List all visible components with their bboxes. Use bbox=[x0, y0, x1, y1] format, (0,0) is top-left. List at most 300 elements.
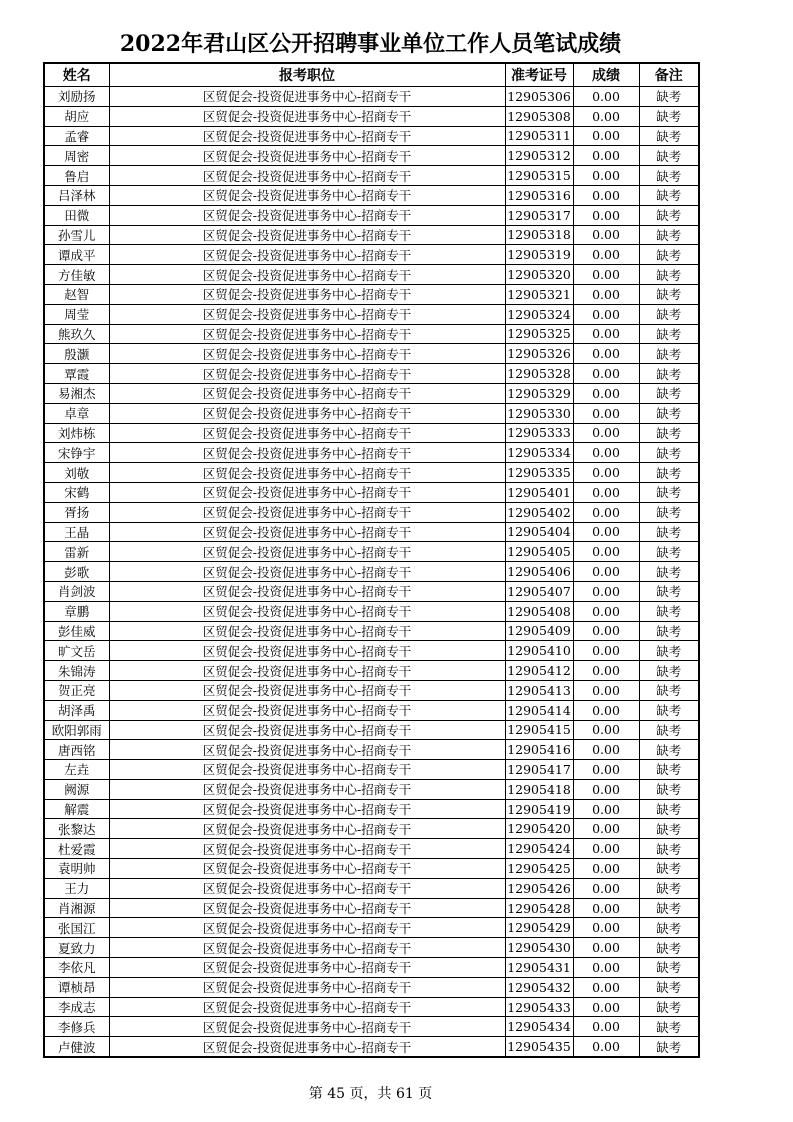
cell-remark: 缺考 bbox=[639, 126, 699, 146]
table-row bbox=[44, 304, 699, 324]
cell-ticket: 12905318 bbox=[505, 225, 573, 245]
cell-remark: 缺考 bbox=[639, 185, 699, 205]
table-row bbox=[44, 997, 699, 1017]
cell-ticket: 12905330 bbox=[505, 403, 573, 423]
cell-ticket: 12905319 bbox=[505, 245, 573, 265]
cell-ticket: 12905428 bbox=[505, 898, 573, 918]
cell-name: 王晶 bbox=[44, 522, 109, 542]
table-row bbox=[44, 977, 699, 997]
table-row bbox=[44, 423, 699, 443]
cell-ticket: 12905432 bbox=[505, 977, 573, 997]
cell-score: 0.00 bbox=[573, 1037, 639, 1057]
cell-remark: 缺考 bbox=[639, 799, 699, 819]
cell-score: 0.00 bbox=[573, 562, 639, 582]
cell-score: 0.00 bbox=[573, 641, 639, 661]
cell-score: 0.00 bbox=[573, 661, 639, 681]
cell-remark: 缺考 bbox=[639, 225, 699, 245]
cell-position: 区贸促会-投资促进事务中心-招商专干 bbox=[109, 166, 505, 186]
cell-remark: 缺考 bbox=[639, 581, 699, 601]
cell-name: 阙源 bbox=[44, 779, 109, 799]
cell-ticket: 12905414 bbox=[505, 700, 573, 720]
cell-ticket: 12905312 bbox=[505, 146, 573, 166]
cell-name: 田微 bbox=[44, 205, 109, 225]
table-row bbox=[44, 443, 699, 463]
cell-score: 0.00 bbox=[573, 878, 639, 898]
cell-ticket: 12905431 bbox=[505, 958, 573, 978]
cell-name: 章鹏 bbox=[44, 601, 109, 621]
cell-position: 区贸促会-投资促进事务中心-招商专干 bbox=[109, 383, 505, 403]
cell-ticket: 12905316 bbox=[505, 185, 573, 205]
cell-score: 0.00 bbox=[573, 601, 639, 621]
table-row bbox=[44, 87, 699, 107]
cell-score: 0.00 bbox=[573, 859, 639, 879]
cell-name: 彭歌 bbox=[44, 562, 109, 582]
cell-position: 区贸促会-投资促进事务中心-招商专干 bbox=[109, 977, 505, 997]
cell-position: 区贸促会-投资促进事务中心-招商专干 bbox=[109, 859, 505, 879]
cell-name: 孙雪儿 bbox=[44, 225, 109, 245]
cell-score: 0.00 bbox=[573, 403, 639, 423]
cell-ticket: 12905415 bbox=[505, 720, 573, 740]
cell-name: 王力 bbox=[44, 878, 109, 898]
cell-position: 区贸促会-投资促进事务中心-招商专干 bbox=[109, 463, 505, 483]
table-row bbox=[44, 799, 699, 819]
cell-name: 宋铮宇 bbox=[44, 443, 109, 463]
table-row bbox=[44, 760, 699, 780]
cell-name: 鲁启 bbox=[44, 166, 109, 186]
cell-remark: 缺考 bbox=[639, 878, 699, 898]
table-row bbox=[44, 938, 699, 958]
cell-position: 区贸促会-投资促进事务中心-招商专干 bbox=[109, 700, 505, 720]
cell-score: 0.00 bbox=[573, 185, 639, 205]
cell-score: 0.00 bbox=[573, 700, 639, 720]
table-row bbox=[44, 680, 699, 700]
cell-ticket: 12905306 bbox=[505, 87, 573, 107]
table-row bbox=[44, 185, 699, 205]
cell-position: 区贸促会-投资促进事务中心-招商专干 bbox=[109, 839, 505, 859]
cell-ticket: 12905308 bbox=[505, 106, 573, 126]
cell-ticket: 12905402 bbox=[505, 502, 573, 522]
cell-ticket: 12905424 bbox=[505, 839, 573, 859]
table-row bbox=[44, 641, 699, 661]
cell-position: 区贸促会-投资促进事务中心-招商专干 bbox=[109, 87, 505, 107]
cell-name: 肖湘源 bbox=[44, 898, 109, 918]
cell-name: 胡应 bbox=[44, 106, 109, 126]
cell-score: 0.00 bbox=[573, 799, 639, 819]
cell-name: 胡泽禹 bbox=[44, 700, 109, 720]
cell-position: 区贸促会-投资促进事务中心-招商专干 bbox=[109, 799, 505, 819]
cell-remark: 缺考 bbox=[639, 958, 699, 978]
cell-score: 0.00 bbox=[573, 1017, 639, 1037]
cell-score: 0.00 bbox=[573, 284, 639, 304]
cell-name: 夏致力 bbox=[44, 938, 109, 958]
table-row bbox=[44, 779, 699, 799]
cell-ticket: 12905311 bbox=[505, 126, 573, 146]
cell-remark: 缺考 bbox=[639, 898, 699, 918]
table-row bbox=[44, 859, 699, 879]
table-row bbox=[44, 1037, 699, 1057]
cell-score: 0.00 bbox=[573, 760, 639, 780]
cell-score: 0.00 bbox=[573, 463, 639, 483]
page-title: 2022年君山区公开招聘事业单位工作人员笔试成绩 bbox=[119, 31, 622, 57]
table-row bbox=[44, 344, 699, 364]
cell-score: 0.00 bbox=[573, 581, 639, 601]
cell-ticket: 12905326 bbox=[505, 344, 573, 364]
cell-remark: 缺考 bbox=[639, 740, 699, 760]
cell-position: 区贸促会-投资促进事务中心-招商专干 bbox=[109, 740, 505, 760]
cell-position: 区贸促会-投资促进事务中心-招商专干 bbox=[109, 443, 505, 463]
cell-position: 区贸促会-投资促进事务中心-招商专干 bbox=[109, 205, 505, 225]
cell-name: 朱锦涛 bbox=[44, 661, 109, 681]
cell-ticket: 12905425 bbox=[505, 859, 573, 879]
table-row bbox=[44, 106, 699, 126]
cell-name: 贺正亮 bbox=[44, 680, 109, 700]
cell-remark: 缺考 bbox=[639, 403, 699, 423]
cell-name: 刘励扬 bbox=[44, 87, 109, 107]
table-row bbox=[44, 463, 699, 483]
cell-position: 区贸促会-投资促进事务中心-招商专干 bbox=[109, 601, 505, 621]
cell-position: 区贸促会-投资促进事务中心-招商专干 bbox=[109, 918, 505, 938]
cell-ticket: 12905401 bbox=[505, 482, 573, 502]
cell-name: 解震 bbox=[44, 799, 109, 819]
cell-position: 区贸促会-投资促进事务中心-招商专干 bbox=[109, 819, 505, 839]
cell-position: 区贸促会-投资促进事务中心-招商专干 bbox=[109, 185, 505, 205]
cell-name: 周莹 bbox=[44, 304, 109, 324]
cell-name: 吕泽林 bbox=[44, 185, 109, 205]
cell-ticket: 12905325 bbox=[505, 324, 573, 344]
cell-position: 区贸促会-投资促进事务中心-招商专干 bbox=[109, 146, 505, 166]
cell-name: 袁明帅 bbox=[44, 859, 109, 879]
cell-remark: 缺考 bbox=[639, 779, 699, 799]
cell-position: 区贸促会-投资促进事务中心-招商专干 bbox=[109, 938, 505, 958]
cell-position: 区贸促会-投资促进事务中心-招商专干 bbox=[109, 403, 505, 423]
cell-remark: 缺考 bbox=[639, 641, 699, 661]
cell-ticket: 12905317 bbox=[505, 205, 573, 225]
table-row bbox=[44, 324, 699, 344]
cell-score: 0.00 bbox=[573, 146, 639, 166]
page-number-footer: 第 45 页，共 61 页 bbox=[308, 1086, 433, 1102]
cell-position: 区贸促会-投资促进事务中心-招商专干 bbox=[109, 720, 505, 740]
cell-score: 0.00 bbox=[573, 443, 639, 463]
cell-position: 区贸促会-投资促进事务中心-招商专干 bbox=[109, 225, 505, 245]
table-row bbox=[44, 819, 699, 839]
cell-ticket: 12905426 bbox=[505, 878, 573, 898]
cell-name: 赵智 bbox=[44, 284, 109, 304]
cell-position: 区贸促会-投资促进事务中心-招商专干 bbox=[109, 878, 505, 898]
cell-remark: 缺考 bbox=[639, 621, 699, 641]
cell-remark: 缺考 bbox=[639, 423, 699, 443]
column-header-ticket: 准考证号 bbox=[505, 63, 573, 87]
cell-score: 0.00 bbox=[573, 839, 639, 859]
cell-position: 区贸促会-投资促进事务中心-招商专干 bbox=[109, 106, 505, 126]
table-row bbox=[44, 918, 699, 938]
cell-name: 覃霞 bbox=[44, 364, 109, 384]
cell-score: 0.00 bbox=[573, 720, 639, 740]
table-row bbox=[44, 284, 699, 304]
cell-name: 李成志 bbox=[44, 997, 109, 1017]
cell-remark: 缺考 bbox=[639, 661, 699, 681]
table-header-row bbox=[44, 63, 699, 87]
cell-score: 0.00 bbox=[573, 265, 639, 285]
table-body bbox=[44, 87, 699, 1058]
table-row bbox=[44, 146, 699, 166]
cell-ticket: 12905324 bbox=[505, 304, 573, 324]
cell-position: 区贸促会-投资促进事务中心-招商专干 bbox=[109, 621, 505, 641]
cell-position: 区贸促会-投资促进事务中心-招商专干 bbox=[109, 542, 505, 562]
cell-position: 区贸促会-投资促进事务中心-招商专干 bbox=[109, 304, 505, 324]
cell-ticket: 12905321 bbox=[505, 284, 573, 304]
table-row bbox=[44, 581, 699, 601]
cell-name: 肖剑波 bbox=[44, 581, 109, 601]
table-row bbox=[44, 740, 699, 760]
results-table bbox=[43, 62, 700, 1058]
cell-ticket: 12905320 bbox=[505, 265, 573, 285]
cell-ticket: 12905418 bbox=[505, 779, 573, 799]
table-row bbox=[44, 720, 699, 740]
cell-name: 孟睿 bbox=[44, 126, 109, 146]
cell-position: 区贸促会-投资促进事务中心-招商专干 bbox=[109, 245, 505, 265]
cell-score: 0.00 bbox=[573, 819, 639, 839]
cell-score: 0.00 bbox=[573, 225, 639, 245]
cell-remark: 缺考 bbox=[639, 601, 699, 621]
cell-name: 宋鹤 bbox=[44, 482, 109, 502]
cell-ticket: 12905407 bbox=[505, 581, 573, 601]
table-row bbox=[44, 205, 699, 225]
cell-score: 0.00 bbox=[573, 364, 639, 384]
table-row bbox=[44, 601, 699, 621]
cell-name: 卢健波 bbox=[44, 1037, 109, 1057]
cell-ticket: 12905416 bbox=[505, 740, 573, 760]
cell-score: 0.00 bbox=[573, 166, 639, 186]
cell-remark: 缺考 bbox=[639, 997, 699, 1017]
cell-ticket: 12905420 bbox=[505, 819, 573, 839]
cell-name: 谭桢昂 bbox=[44, 977, 109, 997]
cell-position: 区贸促会-投资促进事务中心-招商专干 bbox=[109, 522, 505, 542]
cell-remark: 缺考 bbox=[639, 1017, 699, 1037]
cell-remark: 缺考 bbox=[639, 562, 699, 582]
table-row bbox=[44, 364, 699, 384]
cell-ticket: 12905435 bbox=[505, 1037, 573, 1057]
cell-remark: 缺考 bbox=[639, 166, 699, 186]
cell-remark: 缺考 bbox=[639, 265, 699, 285]
cell-remark: 缺考 bbox=[639, 344, 699, 364]
cell-remark: 缺考 bbox=[639, 324, 699, 344]
cell-name: 方佳敏 bbox=[44, 265, 109, 285]
cell-ticket: 12905429 bbox=[505, 918, 573, 938]
cell-ticket: 12905335 bbox=[505, 463, 573, 483]
cell-score: 0.00 bbox=[573, 958, 639, 978]
cell-score: 0.00 bbox=[573, 423, 639, 443]
cell-position: 区贸促会-投资促进事务中心-招商专干 bbox=[109, 760, 505, 780]
cell-ticket: 12905405 bbox=[505, 542, 573, 562]
cell-score: 0.00 bbox=[573, 245, 639, 265]
cell-position: 区贸促会-投资促进事务中心-招商专干 bbox=[109, 680, 505, 700]
cell-remark: 缺考 bbox=[639, 482, 699, 502]
cell-score: 0.00 bbox=[573, 740, 639, 760]
cell-remark: 缺考 bbox=[639, 1037, 699, 1057]
cell-remark: 缺考 bbox=[639, 502, 699, 522]
cell-name: 旷文岳 bbox=[44, 641, 109, 661]
cell-remark: 缺考 bbox=[639, 146, 699, 166]
cell-score: 0.00 bbox=[573, 997, 639, 1017]
cell-score: 0.00 bbox=[573, 898, 639, 918]
column-header-remark: 备注 bbox=[639, 63, 699, 87]
cell-score: 0.00 bbox=[573, 977, 639, 997]
cell-ticket: 12905406 bbox=[505, 562, 573, 582]
cell-remark: 缺考 bbox=[639, 443, 699, 463]
cell-ticket: 12905315 bbox=[505, 166, 573, 186]
table-row bbox=[44, 621, 699, 641]
cell-position: 区贸促会-投资促进事务中心-招商专干 bbox=[109, 997, 505, 1017]
cell-ticket: 12905334 bbox=[505, 443, 573, 463]
cell-name: 卓章 bbox=[44, 403, 109, 423]
cell-name: 谭成平 bbox=[44, 245, 109, 265]
table-row bbox=[44, 661, 699, 681]
table-row bbox=[44, 958, 699, 978]
cell-remark: 缺考 bbox=[639, 304, 699, 324]
cell-score: 0.00 bbox=[573, 621, 639, 641]
cell-position: 区贸促会-投资促进事务中心-招商专干 bbox=[109, 562, 505, 582]
cell-ticket: 12905333 bbox=[505, 423, 573, 443]
cell-ticket: 12905408 bbox=[505, 601, 573, 621]
cell-name: 殷灏 bbox=[44, 344, 109, 364]
cell-remark: 缺考 bbox=[639, 542, 699, 562]
cell-remark: 缺考 bbox=[639, 463, 699, 483]
cell-score: 0.00 bbox=[573, 918, 639, 938]
cell-remark: 缺考 bbox=[639, 918, 699, 938]
cell-remark: 缺考 bbox=[639, 106, 699, 126]
cell-score: 0.00 bbox=[573, 542, 639, 562]
cell-position: 区贸促会-投资促进事务中心-招商专干 bbox=[109, 1017, 505, 1037]
table-row bbox=[44, 542, 699, 562]
table-row bbox=[44, 502, 699, 522]
table-row bbox=[44, 403, 699, 423]
cell-remark: 缺考 bbox=[639, 700, 699, 720]
cell-remark: 缺考 bbox=[639, 819, 699, 839]
column-header-name: 姓名 bbox=[44, 63, 109, 87]
cell-score: 0.00 bbox=[573, 938, 639, 958]
cell-position: 区贸促会-投资促进事务中心-招商专干 bbox=[109, 265, 505, 285]
cell-ticket: 12905328 bbox=[505, 364, 573, 384]
cell-remark: 缺考 bbox=[639, 522, 699, 542]
table-row bbox=[44, 482, 699, 502]
cell-remark: 缺考 bbox=[639, 284, 699, 304]
cell-score: 0.00 bbox=[573, 482, 639, 502]
table-row bbox=[44, 245, 699, 265]
cell-position: 区贸促会-投资促进事务中心-招商专干 bbox=[109, 324, 505, 344]
cell-name: 胥扬 bbox=[44, 502, 109, 522]
cell-remark: 缺考 bbox=[639, 760, 699, 780]
cell-ticket: 12905417 bbox=[505, 760, 573, 780]
cell-position: 区贸促会-投资促进事务中心-招商专干 bbox=[109, 126, 505, 146]
cell-remark: 缺考 bbox=[639, 977, 699, 997]
cell-name: 欧阳郭雨 bbox=[44, 720, 109, 740]
cell-ticket: 12905329 bbox=[505, 383, 573, 403]
cell-position: 区贸促会-投资促进事务中心-招商专干 bbox=[109, 581, 505, 601]
cell-ticket: 12905434 bbox=[505, 1017, 573, 1037]
cell-ticket: 12905430 bbox=[505, 938, 573, 958]
cell-remark: 缺考 bbox=[639, 720, 699, 740]
cell-score: 0.00 bbox=[573, 779, 639, 799]
cell-ticket: 12905419 bbox=[505, 799, 573, 819]
cell-score: 0.00 bbox=[573, 106, 639, 126]
cell-ticket: 12905412 bbox=[505, 661, 573, 681]
cell-position: 区贸促会-投资促进事务中心-招商专干 bbox=[109, 482, 505, 502]
cell-ticket: 12905404 bbox=[505, 522, 573, 542]
cell-name: 张国江 bbox=[44, 918, 109, 938]
table-row bbox=[44, 383, 699, 403]
cell-name: 熊玖久 bbox=[44, 324, 109, 344]
cell-name: 周密 bbox=[44, 146, 109, 166]
cell-position: 区贸促会-投资促进事务中心-招商专干 bbox=[109, 344, 505, 364]
table-row bbox=[44, 126, 699, 146]
cell-position: 区贸促会-投资促进事务中心-招商专干 bbox=[109, 284, 505, 304]
table-row bbox=[44, 225, 699, 245]
cell-name: 刘敬 bbox=[44, 463, 109, 483]
cell-position: 区贸促会-投资促进事务中心-招商专干 bbox=[109, 641, 505, 661]
table-row bbox=[44, 166, 699, 186]
cell-remark: 缺考 bbox=[639, 87, 699, 107]
cell-name: 刘炜栋 bbox=[44, 423, 109, 443]
cell-remark: 缺考 bbox=[639, 245, 699, 265]
cell-ticket: 12905409 bbox=[505, 621, 573, 641]
cell-score: 0.00 bbox=[573, 126, 639, 146]
cell-remark: 缺考 bbox=[639, 839, 699, 859]
table-row bbox=[44, 898, 699, 918]
column-header-score: 成绩 bbox=[573, 63, 639, 87]
table-row bbox=[44, 265, 699, 285]
cell-name: 张黎达 bbox=[44, 819, 109, 839]
cell-name: 雷新 bbox=[44, 542, 109, 562]
cell-position: 区贸促会-投资促进事务中心-招商专干 bbox=[109, 779, 505, 799]
table-row bbox=[44, 522, 699, 542]
cell-position: 区贸促会-投资促进事务中心-招商专干 bbox=[109, 1037, 505, 1057]
cell-position: 区贸促会-投资促进事务中心-招商专干 bbox=[109, 502, 505, 522]
cell-score: 0.00 bbox=[573, 205, 639, 225]
table-row bbox=[44, 700, 699, 720]
cell-remark: 缺考 bbox=[639, 938, 699, 958]
cell-score: 0.00 bbox=[573, 304, 639, 324]
cell-position: 区贸促会-投资促进事务中心-招商专干 bbox=[109, 423, 505, 443]
table-row bbox=[44, 1017, 699, 1037]
cell-remark: 缺考 bbox=[639, 383, 699, 403]
cell-score: 0.00 bbox=[573, 383, 639, 403]
cell-position: 区贸促会-投资促进事务中心-招商专干 bbox=[109, 898, 505, 918]
cell-ticket: 12905433 bbox=[505, 997, 573, 1017]
column-header-position: 报考职位 bbox=[109, 63, 505, 87]
cell-score: 0.00 bbox=[573, 344, 639, 364]
table-row bbox=[44, 878, 699, 898]
cell-score: 0.00 bbox=[573, 680, 639, 700]
cell-name: 唐西铭 bbox=[44, 740, 109, 760]
cell-ticket: 12905410 bbox=[505, 641, 573, 661]
cell-name: 李依凡 bbox=[44, 958, 109, 978]
cell-name: 李修兵 bbox=[44, 1017, 109, 1037]
cell-remark: 缺考 bbox=[639, 680, 699, 700]
cell-position: 区贸促会-投资促进事务中心-招商专干 bbox=[109, 958, 505, 978]
cell-position: 区贸促会-投资促进事务中心-招商专干 bbox=[109, 661, 505, 681]
cell-score: 0.00 bbox=[573, 324, 639, 344]
cell-name: 左垚 bbox=[44, 760, 109, 780]
cell-remark: 缺考 bbox=[639, 859, 699, 879]
table-row bbox=[44, 839, 699, 859]
table-row bbox=[44, 562, 699, 582]
cell-name: 彭佳威 bbox=[44, 621, 109, 641]
cell-name: 杜爱霞 bbox=[44, 839, 109, 859]
cell-name: 易湘杰 bbox=[44, 383, 109, 403]
cell-remark: 缺考 bbox=[639, 205, 699, 225]
cell-score: 0.00 bbox=[573, 502, 639, 522]
cell-remark: 缺考 bbox=[639, 364, 699, 384]
